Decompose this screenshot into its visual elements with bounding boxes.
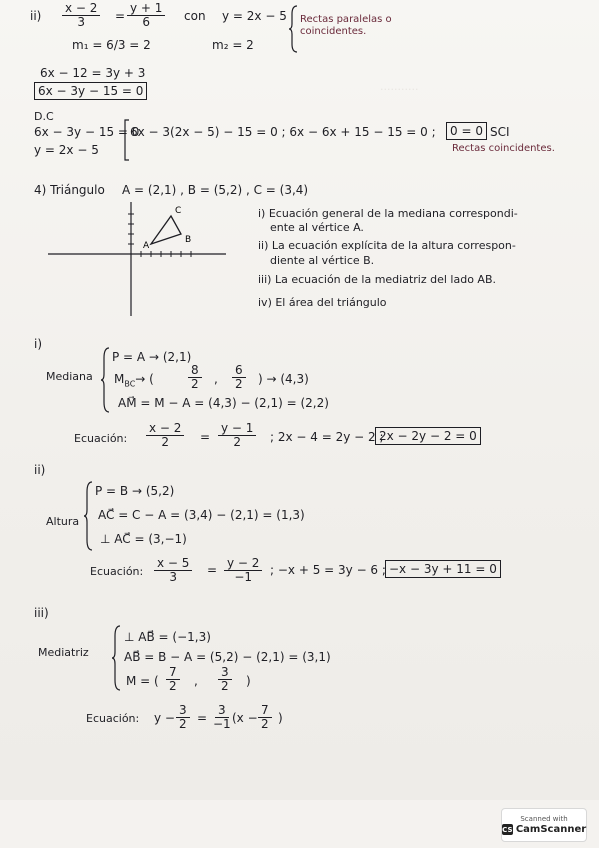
question-ii-b: diente al vértice B. xyxy=(270,254,375,267)
brace-left xyxy=(289,4,299,54)
altura-vector: AC⃗ = C − A = (3,4) − (2,1) = (1,3) xyxy=(98,508,305,522)
solution-ii-label: ii) xyxy=(34,463,46,477)
eq-iii-y: y − xyxy=(154,711,175,725)
eq-iii-frac-2: $\frac{3}{-1}$ xyxy=(213,703,231,731)
eq-iii-equals: = xyxy=(197,711,208,725)
problem-4-label: 4) Triángulo xyxy=(34,183,105,197)
mediana-label: Mediana xyxy=(46,370,93,383)
question-i-a: i) Ecuación general de la mediana correspondi- xyxy=(258,207,518,220)
eq-i-result: 2x − 2y − 2 = 0 xyxy=(375,427,481,445)
comma: , xyxy=(214,372,218,386)
equation-label-iii: Ecuación: xyxy=(86,712,140,725)
mediatriz-label: Mediatriz xyxy=(38,646,89,659)
eq-i-steps: ; 2x − 4 = 2y − 2 ; xyxy=(270,430,384,444)
fraction-y: $\frac{y + 1}{6}$ xyxy=(127,2,165,29)
eq-ii-result: −x − 3y + 11 = 0 xyxy=(385,560,501,578)
question-iv: iv) El área del triángulo xyxy=(258,296,387,309)
midpoint-result: ) → (4,3) xyxy=(258,372,309,386)
slope-m2: m₂ = 2 xyxy=(212,38,254,52)
point-c-label: C xyxy=(175,206,182,216)
zero-equals-zero: 0 = 0 xyxy=(446,122,487,140)
con-text: con xyxy=(184,9,206,23)
question-i-b: ente al vértice A. xyxy=(270,221,364,234)
part-ii-label: ii) xyxy=(30,9,42,23)
altura-label: Altura xyxy=(46,515,80,528)
scanned-with-text: Scanned with xyxy=(520,814,568,823)
camscanner-logo-icon: CS xyxy=(502,825,513,834)
equation-label-i: Ecuación: xyxy=(74,432,128,445)
mediatriz-ab-vector: AB⃗ = B − A = (5,2) − (2,1) = (3,1) xyxy=(124,650,331,664)
brace-mediatriz xyxy=(112,624,122,692)
fraction-x: $\frac{x - 2}{3}$ xyxy=(62,2,100,29)
solution-i-label: i) xyxy=(34,337,43,351)
mid-frac-x: $\frac{8}{2}$ xyxy=(188,364,202,391)
parallel-note: Rectas paralelas o coincidentes. xyxy=(300,14,392,37)
midpoint-label: $M_{BC}\to$ ( xyxy=(114,372,154,389)
solution-iii-label: iii) xyxy=(34,606,49,620)
brace-altura xyxy=(84,480,94,552)
slope-m1: m₁ = 6/3 = 2 xyxy=(72,38,151,52)
point-b-label: B xyxy=(185,235,192,245)
mediana-vector: AM⃗ = M − A = (4,3) − (2,1) = (2,2) xyxy=(118,396,329,410)
question-ii-a: ii) La ecuación explícita de la altura correspon- xyxy=(258,239,516,252)
camscanner-name: CamScanner xyxy=(515,823,587,835)
eq-iii-frac-3: $\frac{7}{2}$ xyxy=(258,704,272,731)
mediatriz-frac-y: $\frac{3}{2}$ xyxy=(218,666,232,693)
mediana-point: P = A → (2,1) xyxy=(112,350,192,364)
system-eq-1: 6x − 3y − 15 = 0 xyxy=(34,125,140,139)
eq-ii-frac-2: $\frac{y - 2}{-1}$ xyxy=(224,557,262,584)
bleed-through: ........... xyxy=(380,80,419,93)
eq-ii-equals: = xyxy=(207,563,218,577)
eq-i-frac-1: $\frac{x - 2}{2}$ xyxy=(146,422,184,449)
eq-i-frac-2: $\frac{y - 1}{2}$ xyxy=(218,422,256,449)
altura-point: P = B → (5,2) xyxy=(95,484,175,498)
triangle-abc xyxy=(151,216,181,244)
brace-mediana xyxy=(101,346,111,414)
equation-label-ii: Ecuación: xyxy=(90,565,144,578)
eq-iii-frac-1: $\frac{3}{2}$ xyxy=(176,704,190,731)
coincident-note: Rectas coincidentes. xyxy=(452,143,555,154)
eq-iii-close: ) xyxy=(278,711,283,725)
camscanner-badge xyxy=(501,808,587,842)
substitution: 6x − 3(2x − 5) − 15 = 0 ; 6x − 6x + 15 − 15 = 0 ; xyxy=(130,125,436,139)
mediatriz-perp-vector: ⊥ AB⃗ = (−1,3) xyxy=(124,630,211,644)
eq-ii-steps: ; −x + 5 = 3y − 6 ; xyxy=(270,563,386,577)
mediatriz-frac-x: $\frac{7}{2}$ xyxy=(166,666,180,693)
line-equation: y = 2x − 5 xyxy=(222,9,287,23)
comma-iii: , xyxy=(194,674,198,688)
step-2-boxed: 6x − 3y − 15 = 0 xyxy=(34,82,147,100)
sci-label: SCI xyxy=(490,125,510,139)
triangle-graph xyxy=(48,200,228,318)
triangle-points: A = (2,1) , B = (5,2) , C = (3,4) xyxy=(122,183,309,197)
altura-perp-vector: ⊥ AC⃗ = (3,−1) xyxy=(100,532,187,546)
question-iii: iii) La ecuación de la mediatriz del lado AB. xyxy=(258,273,496,286)
mediatriz-midpoint: M = ( xyxy=(126,674,159,688)
mediatriz-close: ) xyxy=(246,674,251,688)
eq-ii-frac-1: $\frac{x - 5}{3}$ xyxy=(154,557,192,584)
dc-label: D.C xyxy=(34,110,54,123)
camscanner-brand xyxy=(502,824,586,836)
mid-frac-y: $\frac{6}{2}$ xyxy=(232,364,246,391)
eq-i-equals: = xyxy=(200,430,211,444)
eq-iii-paren: (x − xyxy=(232,711,258,725)
step-1: 6x − 12 = 3y + 3 xyxy=(40,66,146,80)
point-a-label: A xyxy=(143,241,150,251)
system-eq-2: y = 2x − 5 xyxy=(34,143,99,157)
equals-sign: = xyxy=(115,9,126,23)
